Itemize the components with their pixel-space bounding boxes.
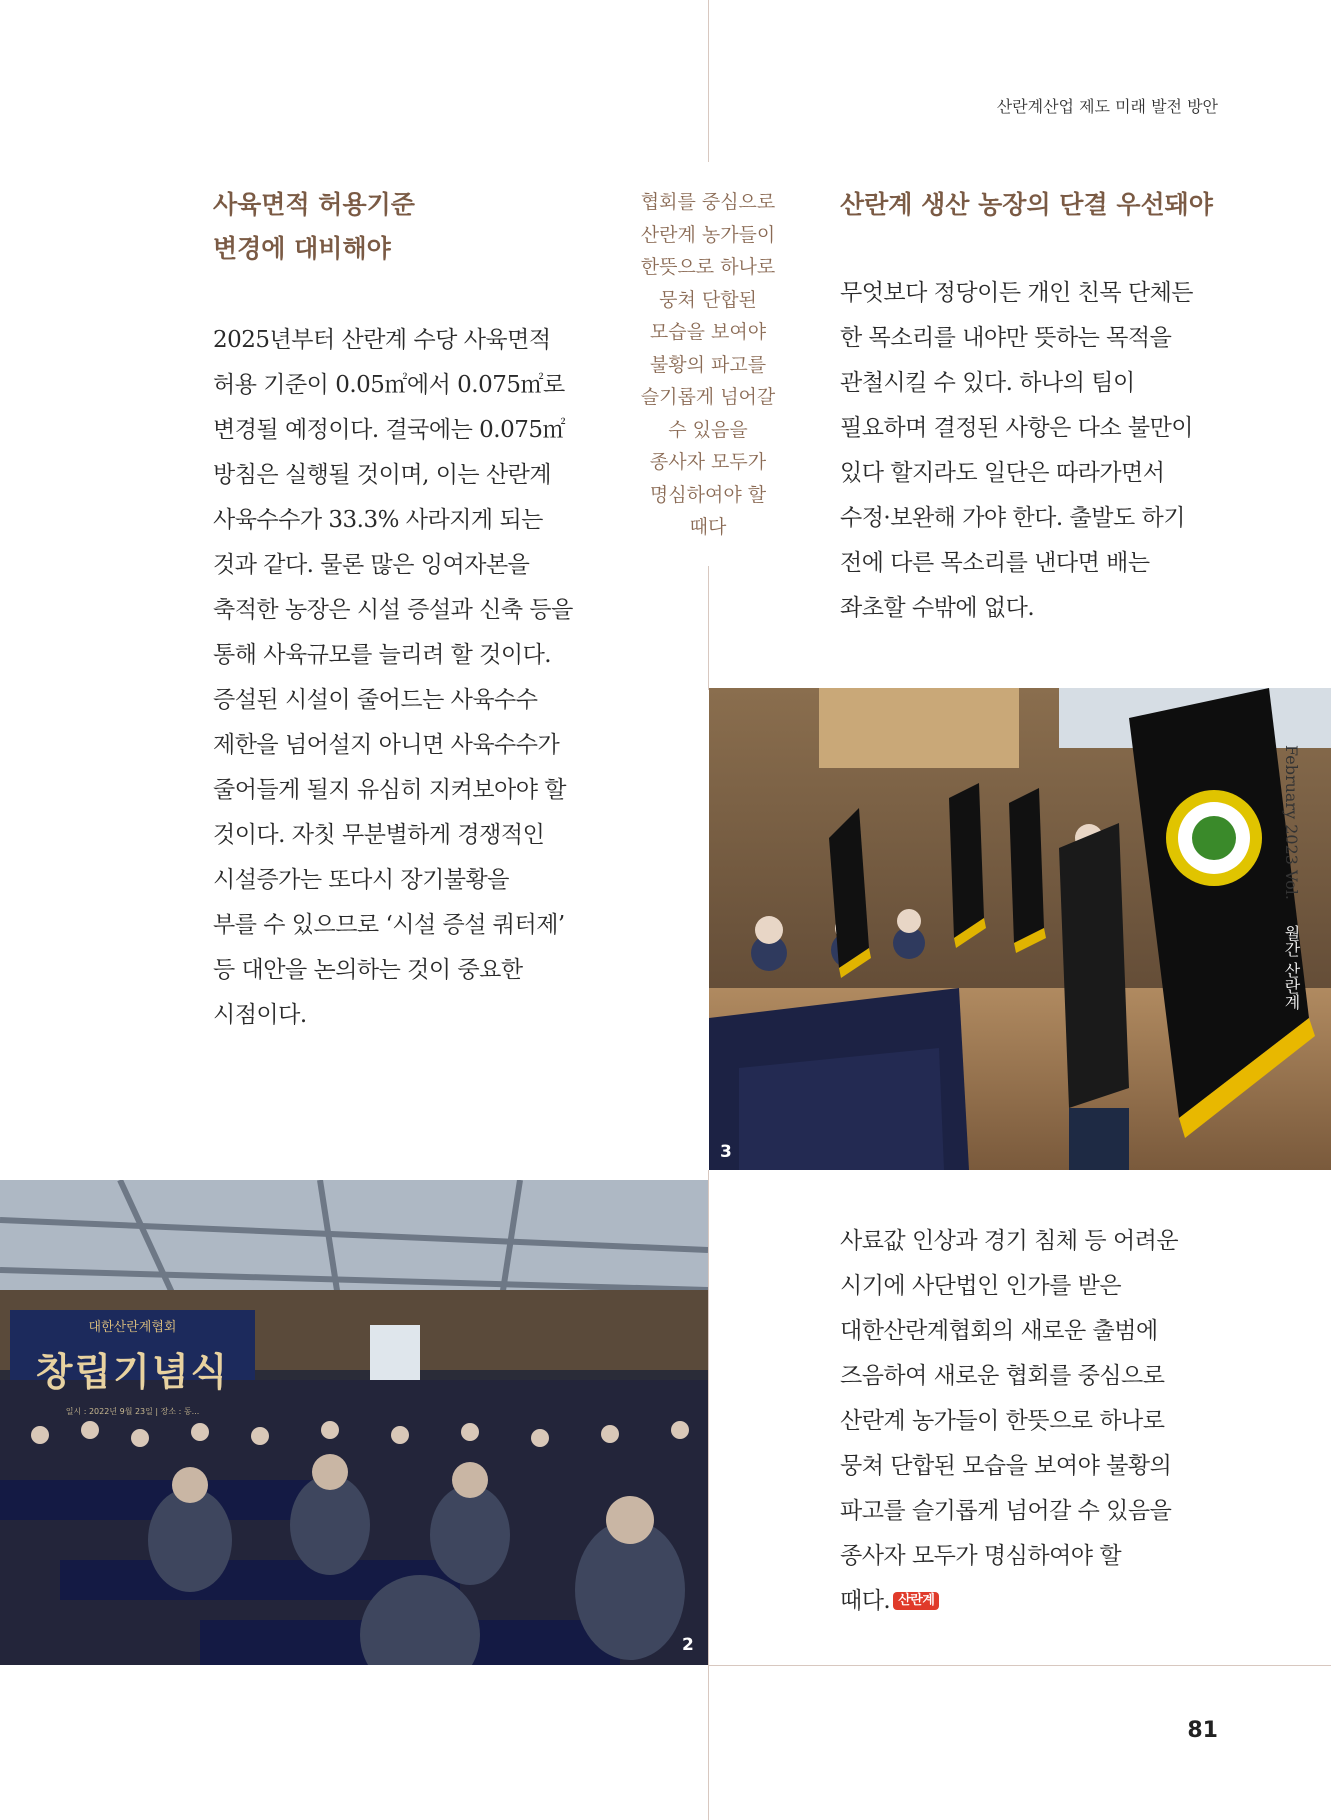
right-body-text-2 [840, 1219, 1280, 1624]
banner-title: 창립기념식 [35, 1350, 230, 1394]
banner-org: 대한산란계협회 [88, 1320, 177, 1335]
photo-flag-ceremony [709, 688, 1331, 1170]
left-heading-line1: 사육면적 허용기준 [213, 190, 415, 219]
pull-quote: 협회를 중심으로 산란계 농가들이 한뜻으로 하나로 뭉쳐 단합된 모습을 보여야 불황의 파고를 슬기롭게 넘어갈 수 있음을 종사자 모두가 명심하여야 할 때다 [640, 191, 776, 538]
center-divider-mid [708, 566, 709, 690]
right-heading: 산란계 생산 농장의 단결 우선돼야 [840, 190, 1213, 219]
issue-date: February 2023 Vol. [1282, 745, 1301, 900]
magazine-name: 월간 산란계 [1282, 925, 1301, 1011]
left-body-text: 2025년부터 산란계 수당 사육면적 허용 기준이 0.05㎡에서 0.075㎡로 변경될 예정이다. 결국에는 0.075㎡ 방침은 실행될 것이며, 이는 산란계 사육수수가 33.3% 사라지게 되는 것과 같다. 물론 많은 잉여자본을 축적한 농장은 시설 증설과 신축 등을 통해 사육규모를 늘리려 할 것이다. 증설된 시설이 줄어드는 사육수수 제한을 넘어설지 아니면 사육수수가 줄어들게 될지 유심히 지켜보아야 할 것이다. 자칫 무분별하게 경쟁적인 시설증가는 또다시 장기불황을 부를 수 있으므로 ‘시설 증설 쿼터제’ 등 대안을 논의하는 것이 중요한 시점이다. [213, 327, 573, 1028]
photo-ceremony-hall [0, 1180, 708, 1665]
right-body-text-1: 무엇보다 정당이든 개인 친목 단체든 한 목소리를 내야만 뜻하는 목적을 관철시킬 수 있다. 하나의 팀이 필요하며 결정된 사항은 다소 불만이 있다 할지라도 일단은 따라가면서 수정·보완해 가야 한다. 출발도 하기 전에 다른 목소리를 낸다면 배는 좌초할 수밖에 없다. [840, 280, 1194, 621]
bottom-rule [708, 1665, 1331, 1666]
ceremony-hall-illustration [0, 1180, 708, 1665]
photo-number-3: 3 [720, 1142, 732, 1162]
left-heading-line2: 변경에 대비해야 [213, 234, 391, 263]
page-number: 81 [1187, 1718, 1218, 1743]
center-divider-bottom [708, 1170, 709, 1820]
end-mark-logo: 산란계 [893, 1592, 939, 1610]
center-divider-top [708, 0, 709, 162]
running-head: 산란계산업 제도 미래 발전 방안 [996, 97, 1218, 116]
photo-number-2: 2 [682, 1635, 694, 1655]
stage-banner [10, 1310, 255, 1420]
flag-ceremony-illustration [709, 688, 1331, 1170]
issue-sidebar [1280, 745, 1303, 1010]
banner-sub: 일시 : 2022년 9월 23일 | 장소 : 동... [65, 1407, 200, 1416]
right-body-text-2-content: 사료값 인상과 경기 침체 등 어려운 시기에 사단법인 인가를 받은 대한산란계협회의 새로운 출범에 즈음하여 새로운 협회를 중심으로 산란계 농가들이 한뜻으로 하나로 뭉쳐 단합된 모습을 보여야 불황의 파고를 슬기롭게 넘어갈 수 있음을 종사자 모두가 명심하여야 할 때다. [840, 1228, 1179, 1614]
